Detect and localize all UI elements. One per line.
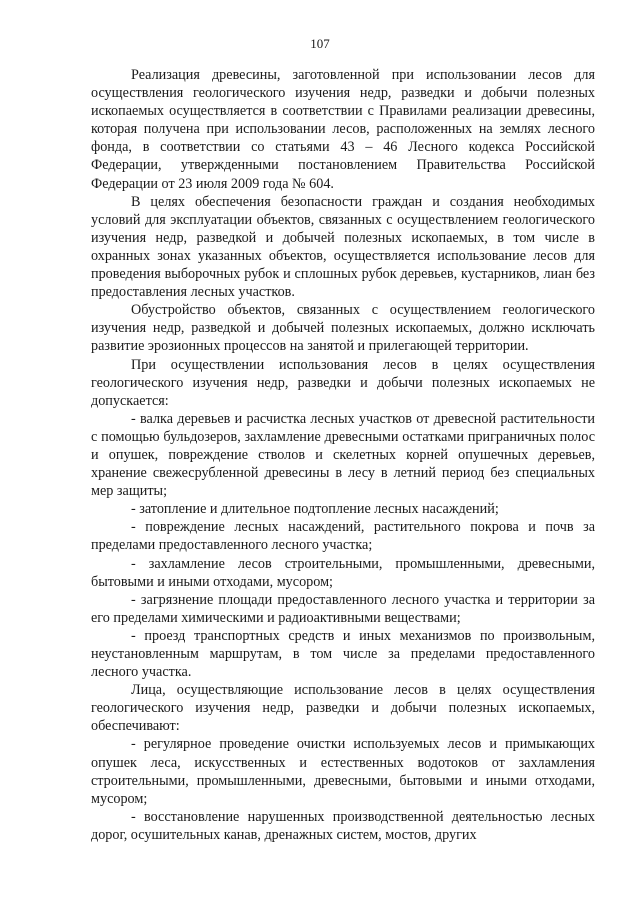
paragraph-safety-felling: В целях обеспечения безопасности граждан и создания необходимых условий для эксплуатации объектов, связанных с осуществлением геологического изучения недр, разведкой и добычей полезных ископаемых, в том числе в охранных зонах указанных объектов, осуществляется использование лесов для проведения выборочных рубок и сплошных рубок деревьев, кустарников, лиан без предоставления лесных участков. (91, 193, 595, 301)
list-item-cleaning: - регулярное проведение очистки используемых лесов и примыкающих опушек леса, искусственных и естественных водотоков от захламления строительными, промышленными, древесными, бытовыми и иными отходами, мусором; (91, 736, 595, 807)
paragraph-prohibited-intro: При осуществлении использования лесов в целях осуществления геологического изучения недр, разведки и добычи полезных ископаемых не допускается: (91, 356, 595, 409)
list-item-flooding: - затопление и длительное подтопление лесных насаждений; (131, 501, 499, 518)
page-number: 107 (310, 36, 330, 51)
list-item-felling-bulldozers: - валка деревьев и расчистка лесных участков от древесной растительности с помощью бульдозеров, захламление древесными остатками приграничных полос и опушек, повреждение стволов и скелетных корней опушечных деревьев, хранение свежесрубленной древесины в лесу в летний период без специальных мер защиты; (91, 410, 595, 500)
paragraph-erosion: Обустройство объектов, связанных с осуществлением геологического изучения недр, разведкой и добычей полезных ископаемых, должно исключать развитие эрозионных процессов на занятой и прилегающей территории. (91, 302, 595, 355)
list-item-littering: - захламление лесов строительными, промышленными, древесными, бытовыми и иными отходами, мусором; (91, 555, 595, 590)
document-body (91, 66, 595, 844)
list-item-vehicle-travel: - проезд транспортных средств и иных механизмов по произвольным, неустановленным маршрутам, в том числе за пределами предоставленного лесного участка. (91, 627, 595, 681)
list-item-pollution: - загрязнение площади предоставленного лесного участка и территории за его пределами химическими и радиоактивными веществами; (91, 591, 595, 626)
paragraph-obligations-intro: Лица, осуществляющие использование лесов в целях осуществления геологического изучения недр, разведки и добычи полезных ископаемых, обеспечивают: (91, 682, 595, 735)
list-item-restoration: - восстановление нарушенных производственной деятельностью лесных дорог, осушительных канав, дренажных систем, мостов, других (91, 808, 595, 843)
paragraph-timber-sale: Реализация древесины, заготовленной при использовании лесов для осуществления геологического изучения недр, разведки и добычи полезных ископаемых осуществляется в соответствии с Правилами реализации древесины, которая получена при использовании лесов, расположенных на землях лесного фонда, в соответствии со статьями 43 – 46 Лесного кодекса Российской Федерации, утвержденными постановлением Правительства Российской Федерации от 23 июля 2009 года № 604. (91, 67, 595, 192)
list-item-damage-plantings: - повреждение лесных насаждений, растительного покрова и почв за пределами предоставленного лесного участка; (91, 519, 595, 554)
